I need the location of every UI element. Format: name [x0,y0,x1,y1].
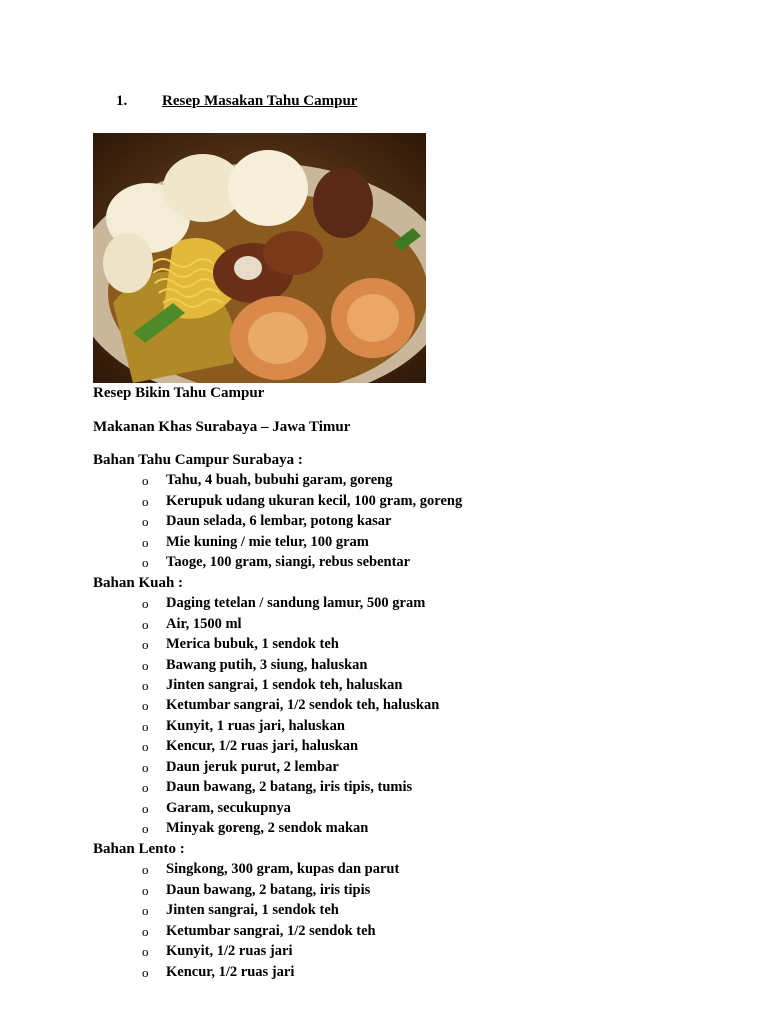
bullet: o [142,658,149,673]
bullet: o [142,473,149,488]
section-title: Bahan Tahu Campur Surabaya : [93,452,303,468]
bullet: o [142,719,149,734]
bullet: o [142,514,149,529]
bullet: o [142,739,149,754]
bullet: o [142,698,149,713]
bullet: o [142,780,149,795]
bullet: o [142,944,149,959]
subtitle-recipe: Resep Bikin Tahu Campur [93,385,265,401]
bullet: o [142,760,149,775]
bullet: o [142,494,149,509]
bullet: o [142,883,149,898]
bullet: o [142,535,149,550]
heading-title: Resep Masakan Tahu Campur [162,93,358,109]
section-title: Bahan Kuah : [93,575,184,591]
bullet: o [142,821,149,836]
subtitle-origin: Makanan Khas Surabaya – Jawa Timur [93,419,351,435]
bullet: o [142,862,149,877]
dish-photo [93,133,426,383]
bullet: o [142,903,149,918]
bullet: o [142,596,149,611]
heading-number: 1. [116,93,128,109]
recipe-heading [116,93,357,110]
bullet: o [142,555,149,570]
section-title: Bahan Lento : [93,841,185,857]
bullet: o [142,637,149,652]
bullet: o [142,678,149,693]
bullet: o [142,924,149,939]
bullet: o [142,965,149,980]
bullet: o [142,617,149,632]
bullet: o [142,801,149,816]
